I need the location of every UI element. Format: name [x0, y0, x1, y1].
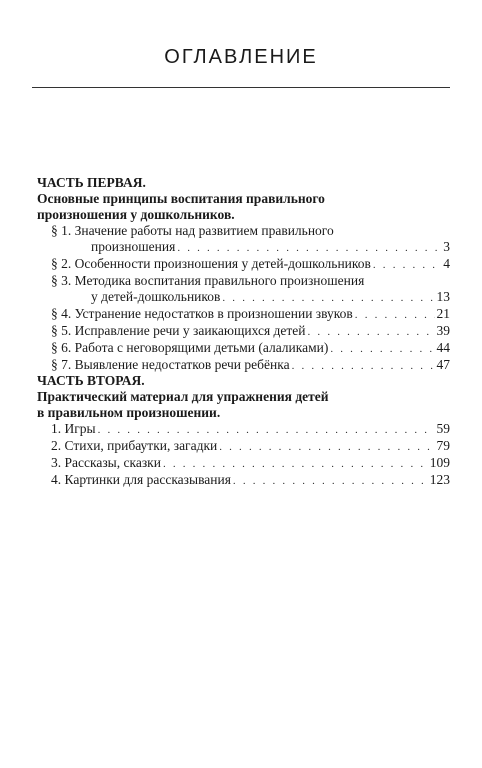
dot-leader	[355, 307, 435, 323]
dot-leader	[177, 240, 441, 256]
part-heading-line: Основные принципы воспитания правильного	[37, 191, 325, 206]
toc-entry-title: 2. Стихи, прибаутки, загадки	[51, 438, 218, 453]
part-title: ЧАСТЬ ВТОРАЯ.	[37, 373, 145, 388]
toc-entry[interactable]	[37, 438, 450, 455]
toc-page-number: 109	[429, 455, 450, 470]
title-divider	[32, 87, 450, 88]
toc-entry-title: § 6. Работа с неговорящими детьми (алаликами)	[51, 340, 329, 355]
dot-leader	[292, 358, 435, 374]
page-title: ОГЛАВЛЕНИЕ	[164, 46, 318, 68]
toc-entry-title: § 2. Особенности произношения у детей-дошкольников	[51, 256, 371, 271]
toc-page-number: 4	[443, 256, 450, 271]
toc-page-number: 44	[436, 340, 450, 355]
toc-entry[interactable]	[37, 323, 450, 340]
toc-entry[interactable]	[37, 340, 450, 357]
toc-page-number: 39	[436, 323, 450, 338]
toc-entry[interactable]	[37, 455, 450, 472]
dot-leader	[98, 422, 435, 438]
toc-entry-title-cont: у детей-дошкольников	[91, 289, 221, 304]
toc-entry[interactable]	[37, 472, 450, 489]
toc-entry-title: 1. Игры	[51, 421, 96, 436]
toc-part-1	[37, 175, 450, 374]
toc-entry-title: 4. Картинки для рассказывания	[51, 472, 231, 487]
toc-entry-title: § 1. Значение работы над развитием правильного	[51, 223, 334, 238]
toc-entry[interactable]	[37, 223, 450, 256]
toc-entry-title-cont: произношения	[91, 239, 176, 254]
toc-entry-title: § 4. Устранение недостатков в произношении звуков	[51, 306, 353, 321]
dot-leader	[373, 257, 441, 273]
toc-page-number: 123	[429, 472, 450, 487]
toc-page-number: 59	[436, 421, 450, 436]
part-title: ЧАСТЬ ПЕРВАЯ.	[37, 175, 146, 190]
toc-page-number: 13	[436, 289, 450, 304]
dot-leader	[330, 341, 434, 357]
part-heading-line: Практический материал для упражнения детей	[37, 389, 329, 404]
toc-page-number: 21	[436, 306, 450, 321]
part-heading-line: произношения у дошкольников.	[37, 207, 235, 222]
toc-entry-title: 3. Рассказы, сказки	[51, 455, 161, 470]
toc-page-number: 79	[436, 438, 450, 453]
toc-entry-title: § 5. Исправление речи у заикающихся детей	[51, 323, 306, 338]
toc-page-number: 47	[436, 357, 450, 372]
part-heading-line: в правильном произношении.	[37, 405, 221, 420]
dot-leader	[163, 456, 428, 472]
toc-entry[interactable]	[37, 357, 450, 374]
toc-entry-title: § 3. Методика воспитания правильного произношения	[51, 273, 365, 288]
toc-entry-title: § 7. Выявление недостатков речи ребёнка	[51, 357, 290, 372]
toc-entry[interactable]	[37, 273, 450, 306]
toc-part-2	[37, 373, 450, 489]
toc-page-number: 3	[443, 239, 450, 254]
dot-leader	[233, 473, 428, 489]
dot-leader	[222, 290, 434, 306]
toc-entry[interactable]	[37, 421, 450, 438]
toc-entry[interactable]	[37, 306, 450, 323]
dot-leader	[308, 324, 435, 340]
dot-leader	[219, 439, 434, 455]
toc-entry[interactable]	[37, 256, 450, 273]
